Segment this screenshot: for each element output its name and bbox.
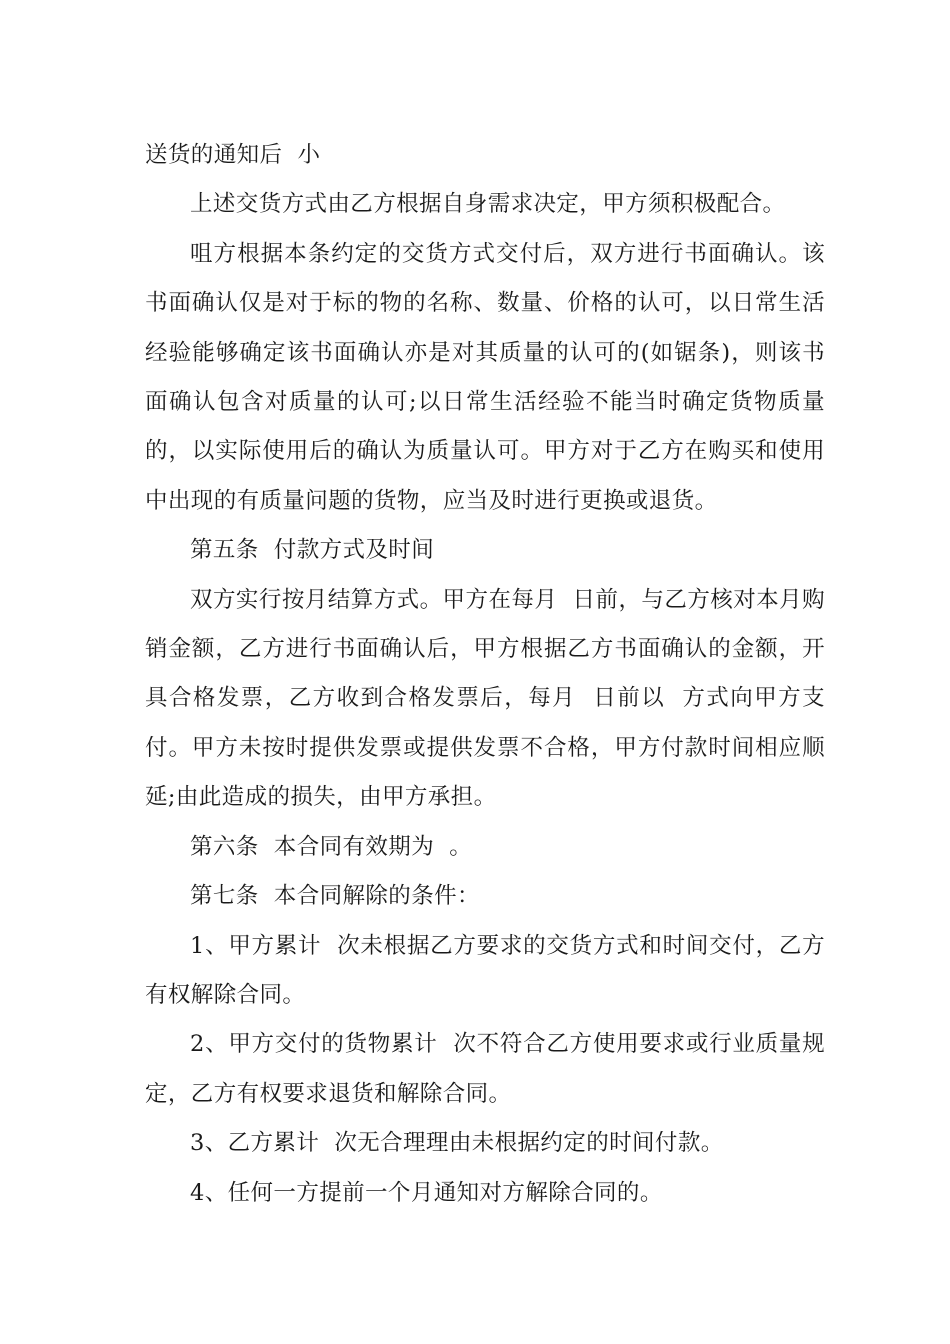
heading-article-6: 第六条 本合同有效期为 。 bbox=[190, 833, 473, 860]
list-item-termination-4: 4、任何一方提前一个月通知对方解除合同的。 bbox=[190, 1179, 663, 1206]
paragraph-delivery-notice: 送货的通知后 小 bbox=[145, 142, 321, 168]
heading-article-7: 第七条 本合同解除的条件： bbox=[190, 883, 480, 910]
paragraph-delivery-method: 上述交货方式由乙方根据自身需求决定，甲方须积极配合。 bbox=[190, 191, 786, 218]
list-item-termination-3: 3、乙方累计 次无合理理由未根据约定的时间付款。 bbox=[190, 1130, 724, 1157]
heading-article-5: 第五条 付款方式及时间 bbox=[190, 537, 435, 564]
list-item-termination-2: 2、甲方交付的货物累计 次不符合乙方使用要求或行业质量规定，乙方有权要求退货和解除合同。 bbox=[145, 1031, 825, 1107]
paragraph-written-confirmation: 咀方根据本条约定的交货方式交付后，双方进行书面确认。该书面确认仅是对于标的物的名称、数量、价格的认可，以日常生活经验能够确定该书面确认亦是对其质量的认可的(如锯条)，则该书面确认包含对质量的认可;以日常生活经验不能当时确定货物质量的，以实际使用后的确认为质量认可。甲方对于乙方在购买和使用中出现的有质量问题的货物，应当及时进行更换或退货。 bbox=[145, 240, 825, 514]
document-body bbox=[145, 131, 825, 1218]
paragraph-monthly-settlement: 双方实行按月结算方式。甲方在每月 日前，与乙方核对本月购销金额，乙方进行书面确认后，甲方根据乙方书面确认的金额，开具合格发票，乙方收到合格发票后，每月 日前以 方式向甲方支付。甲方未按时提供发票或提供发票不合格，甲方付款时间相应顺延;由此造成的损失，由甲方承担。 bbox=[145, 586, 825, 811]
list-item-termination-1: 1、甲方累计 次未根据乙方要求的交货方式和时间交付，乙方有权解除合同。 bbox=[145, 932, 825, 1008]
